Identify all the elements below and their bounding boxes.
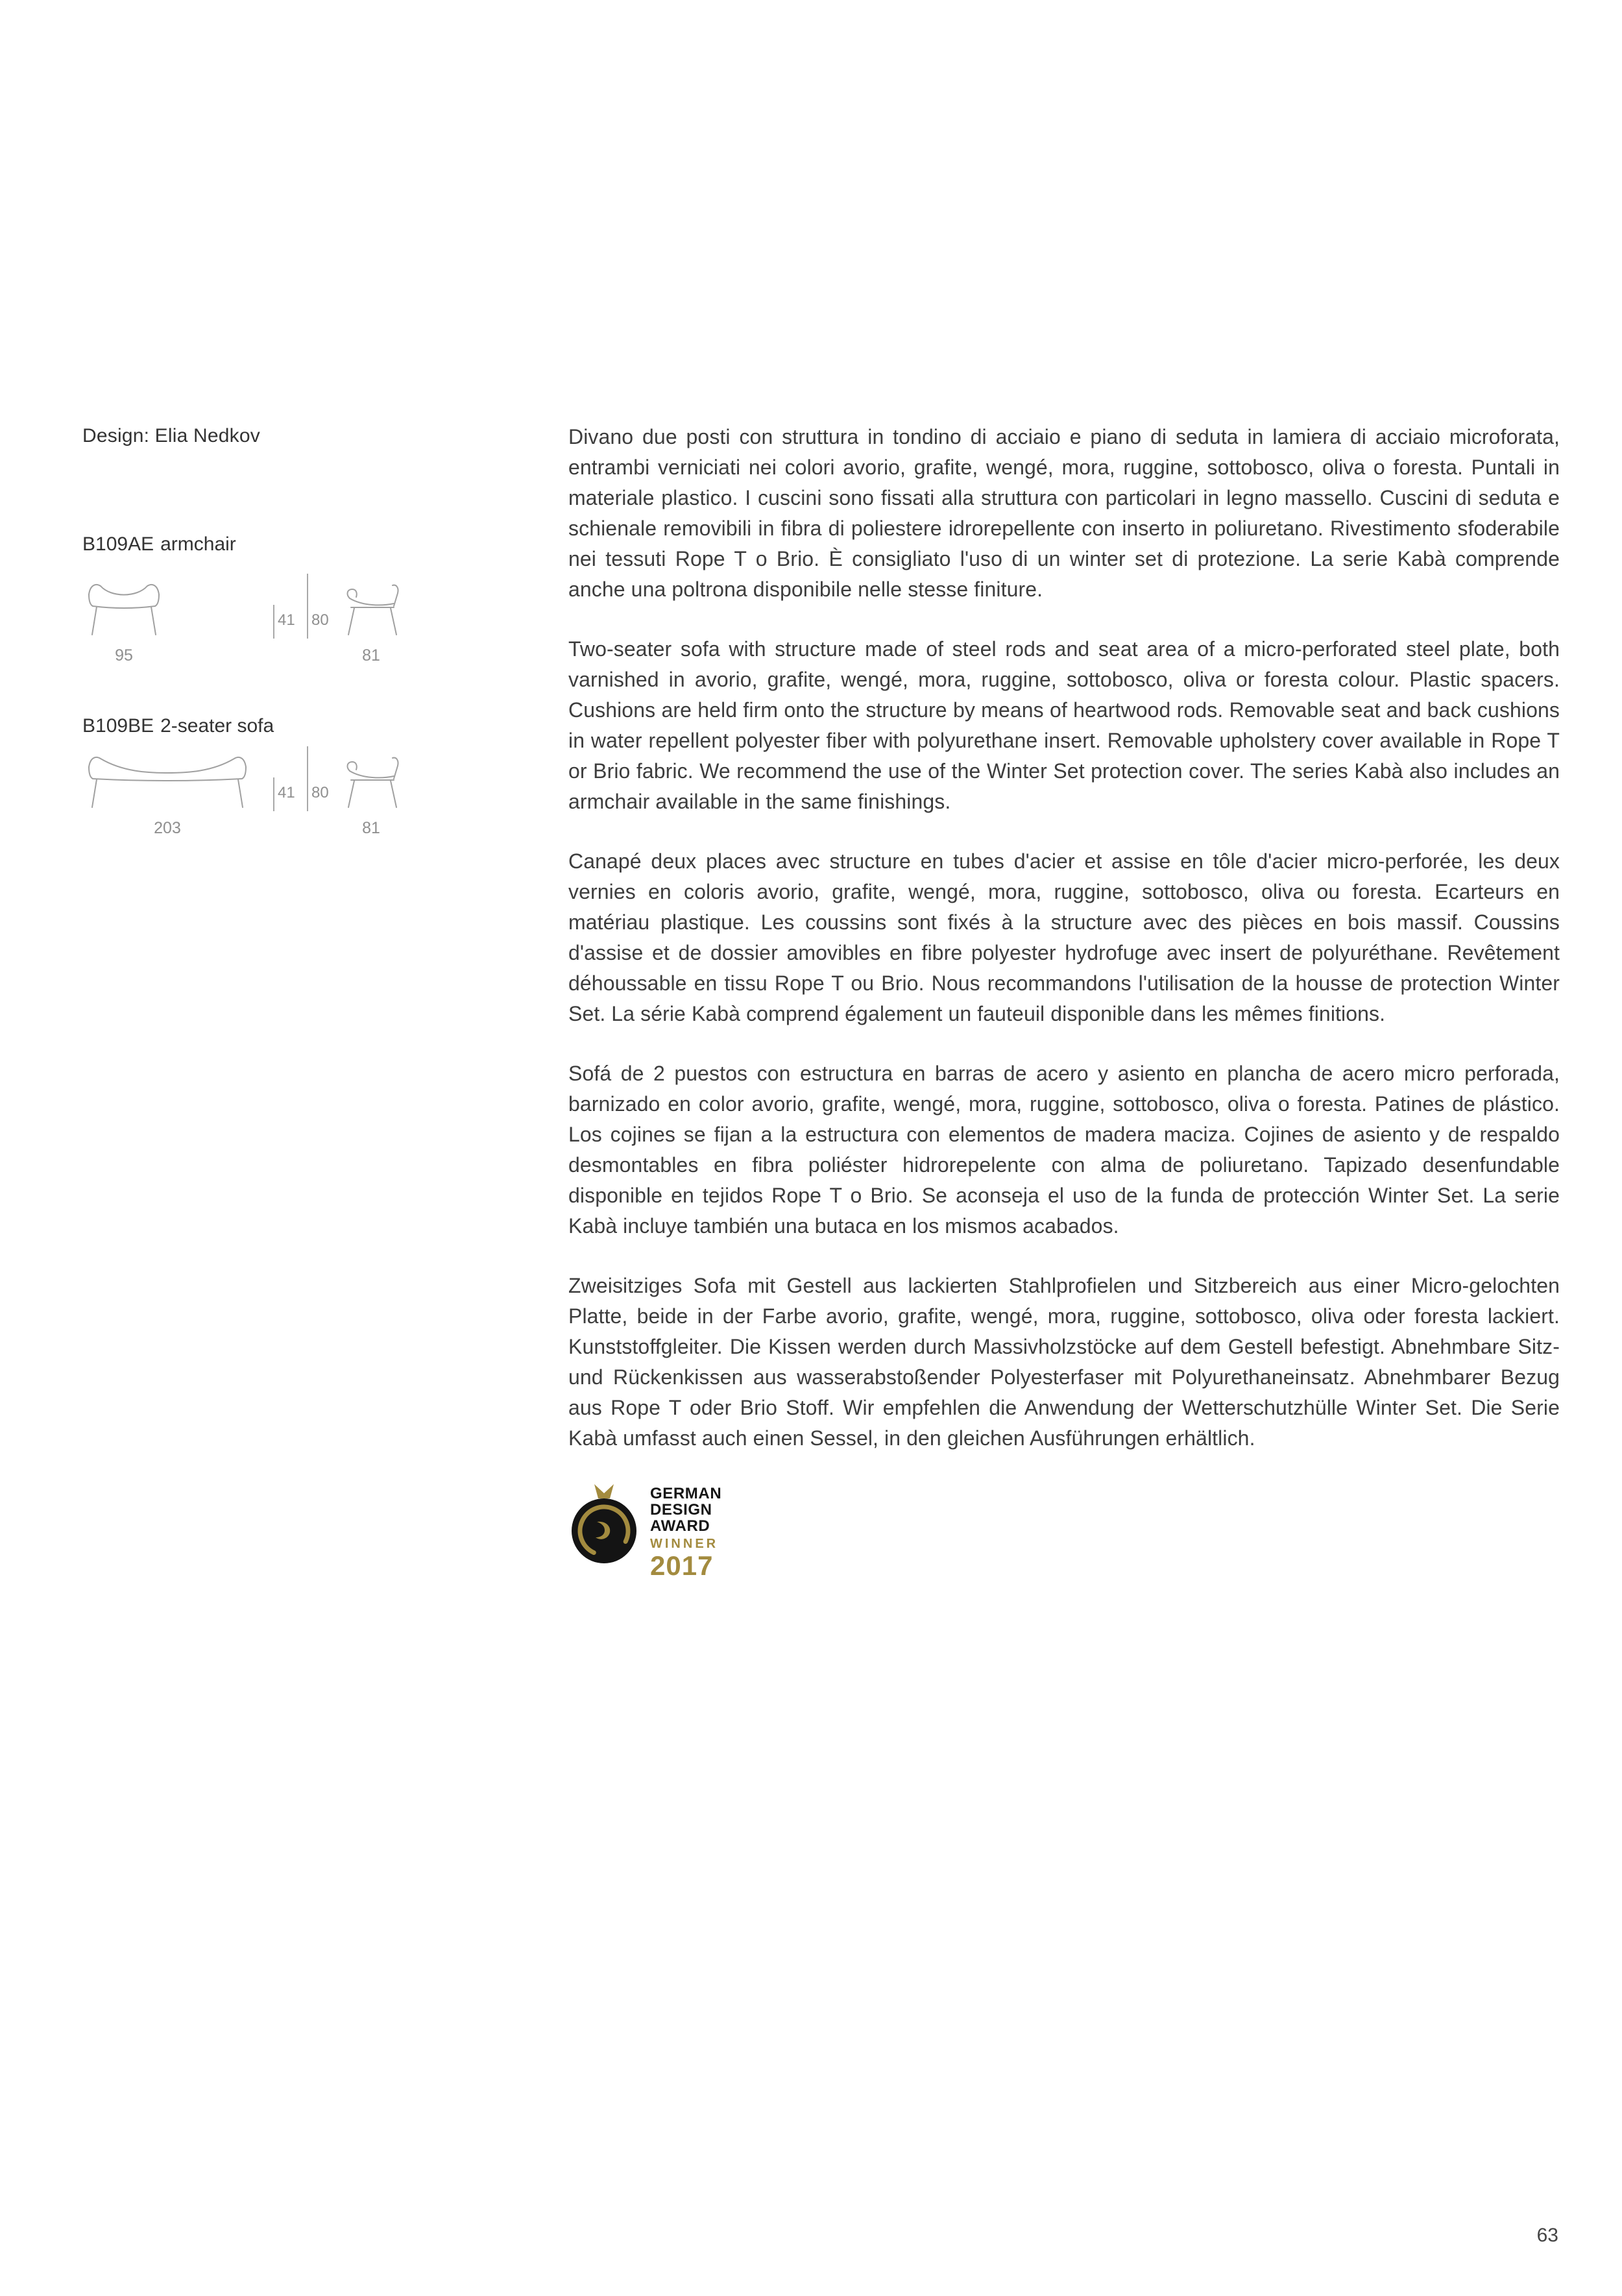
german-design-award-badge	[568, 1483, 1560, 1580]
award-name-line: AWARD	[650, 1517, 710, 1535]
product-name: armchair	[160, 533, 236, 555]
armchair-depth-dimension: 81	[362, 646, 380, 665]
armchair-seat-height-dimension: 41	[278, 611, 295, 629]
product-name: 2-seater sofa	[160, 715, 274, 737]
sofa-side-drawing	[337, 745, 406, 812]
total-height-dimension-line	[307, 746, 308, 811]
armchair-total-height-dimension: 80	[311, 611, 329, 629]
award-winner-label: WINNER	[650, 1537, 719, 1551]
award-name-line: DESIGN	[650, 1501, 712, 1519]
award-year: 2017	[650, 1550, 714, 1581]
description-italian: Divano due posti con struttura in tondino di acciaio e piano di seduta in lamiera di acciaio microforata, entrambi verniciati nei colori avorio, grafite, wengé, mora, ruggine, sottobosco, oliva o foresta. Puntali in materiale plastico. I cuscini sono fissati alla struttura con particolari in legno massello. Cuscini di seduta e schienale removibili in fibra di poliestere idrorepellente con inserto in poliuretano. Rivestimento sfoderabile nei tessuti Rope T o Brio. È consigliato l'uso di un winter set di protezione. La serie Kabà comprende anche una poltrona disponibile nelle stesse finiture.	[568, 425, 1560, 601]
description-french: Canapé deux places avec structure en tubes d'acier et assise en tôle d'acier micro-perforée, les deux vernies en coloris avorio, grafite, wengé, mora, ruggine, sottobosco, oliva ou foresta. Ecarteurs en matériau plastique. Les coussins sont fixés à la structure avec des pièces en bois massif. Coussins d'assise et de dossier amovibles en fibre polyester hydrofuge avec insert de polyuréthane. Revêtement déhoussable en tissu Rope T ou Brio. Nous recommandons l'utilisation de la housse de protection Winter Set. La série Kabà comprend également un fauteuil disponible dans les mêmes finitions.	[568, 849, 1560, 1025]
award-name-line: GERMAN	[650, 1485, 722, 1502]
sofa-total-height-dimension: 80	[311, 784, 329, 801]
total-height-dimension-line	[307, 574, 308, 639]
product-label-armchair	[82, 533, 236, 556]
german-design-award-text	[650, 1483, 721, 1580]
armchair-drawing-block	[82, 566, 446, 702]
page-number: 63	[1536, 2225, 1558, 2246]
product-code: B109AE	[82, 533, 154, 555]
sofa-depth-dimension: 81	[362, 819, 380, 837]
seat-height-dimension-line	[273, 777, 274, 811]
armchair-width-dimension: 95	[115, 646, 133, 665]
description-spanish: Sofá de 2 puestos con estructura en barras de acero y asiento en plancha de acero micro perforada, barnizado en color avorio, grafite, wengé, mora, ruggine, sottobosco, oliva o foresta. Patines de plástico. Los cojines se fijan a la estructura con elementos de madera maciza. Cojines de asiento y de respaldo desmontables en fibra poliéster hidrorepelente con alma de poliuretano. Tapizado desenfundable disponible en tejidos Rope T o Brio. Se aconseja el uso de la funda de protección Winter Set. La serie Kabà incluye también una butaca en los mismos acabados.	[568, 1062, 1560, 1238]
description-column	[568, 422, 1560, 1580]
armchair-front-drawing	[82, 572, 165, 640]
sofa-seat-height-dimension: 41	[278, 784, 295, 801]
sofa-width-dimension: 203	[154, 819, 181, 837]
sofa-drawing-block	[82, 739, 446, 875]
sofa-front-drawing	[82, 745, 252, 812]
german-design-award-medal-icon	[568, 1483, 640, 1565]
product-label-sofa	[82, 715, 274, 737]
armchair-side-drawing	[337, 572, 406, 640]
description-english: Two-seater sofa with structure made of steel rods and seat area of a micro-perforated steel plate, both varnished in avorio, grafite, wengé, mora, ruggine, sottobosco, oliva or foresta colour. Plastic spacers. Cushions are held firm onto the structure by means of heartwood rods. Removable seat and back cushions in water repellent polyester fiber with polyurethane insert. Removable upholstery cover available in Rope T or Brio fabric. We recommend the use of the Winter Set protection cover. The series Kabà also includes an armchair available in the same finishings.	[568, 637, 1560, 813]
designer-credit: Design: Elia Nedkov	[82, 425, 260, 446]
product-code: B109BE	[82, 715, 154, 737]
seat-height-dimension-line	[273, 605, 274, 639]
description-german: Zweisitziges Sofa mit Gestell aus lackierten Stahlprofielen und Sitzbereich aus einer Micro-gelochten Platte, beide in der Farbe avorio, grafite, wengé, mora, ruggine, sottobosco, oliva oder foresta lackiert. Kunststoffgleiter. Die Kissen werden durch Massivholzstöcke auf dem Gestell befestigt. Abnehmbare Sitz- und Rückenkissen aus wasserabstoßender Polyesterfaser mit Polyurethaneinsatz. Abnehmbarer Bezug aus Rope T oder Brio Stoff. Wir empfehlen die Anwendung der Wetterschutzhülle Winter Set. Die Serie Kabà umfasst auch einen Sessel, in den gleichen Ausführungen erhältlich.	[568, 1274, 1560, 1450]
